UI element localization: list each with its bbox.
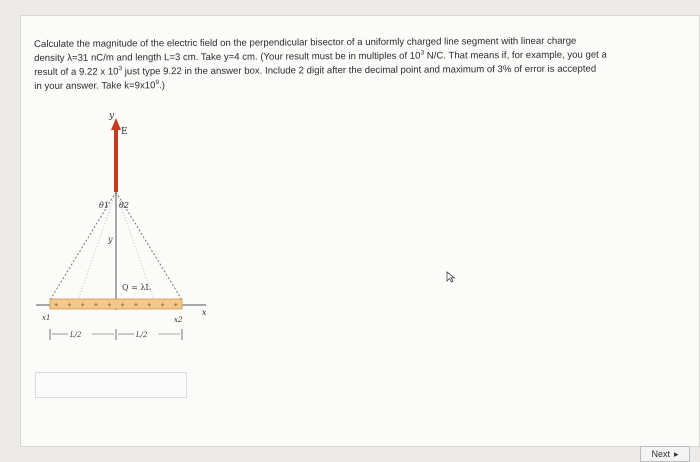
next-button-label: Next [651,449,670,459]
theta1-label: θ1 [99,201,109,210]
x1-label: x1 [42,314,51,322]
half-length-right: L/2 [136,331,148,339]
question-line-1: Calculate the magnitude of the electric field on the perpendicular bisector of a uniformly charged line segment with linear charge [34,35,577,50]
y-axis-label: y [109,111,115,121]
line-charge-diagram [28,100,228,350]
field-label: E [121,127,128,137]
mouse-cursor-icon [446,271,456,283]
dashed-line-inner-left [78,192,116,300]
charge-label: Q = λL [122,283,151,292]
x2-label: x2 [174,316,183,324]
question-text [34,34,694,94]
charge-signs: + + + + + + + + + + [54,301,178,309]
next-button[interactable] [640,446,690,462]
theta2-label: θ2 [119,201,129,210]
y-distance-label: y [108,235,113,244]
question-line-2: density λ=31 nC/m and length L=3 cm. Take y=4 cm. (Your result must be in multiples of $10^3$ N/C. That means if, for example, you get a [34,49,607,64]
x-axis-label: x [202,308,207,317]
half-length-left: L/2 [70,331,82,339]
question-line-4: in your answer. Take $k=9x10^9$.) [34,79,165,92]
question-line-3: result of a 9.22 x $10^3$ just type 9.22 in the answer box. Include 2 digit after the decimal point and maximum of 3% of error is accepted [34,63,597,78]
next-arrow-icon: ▸ [673,448,679,459]
answer-input[interactable] [35,372,187,398]
